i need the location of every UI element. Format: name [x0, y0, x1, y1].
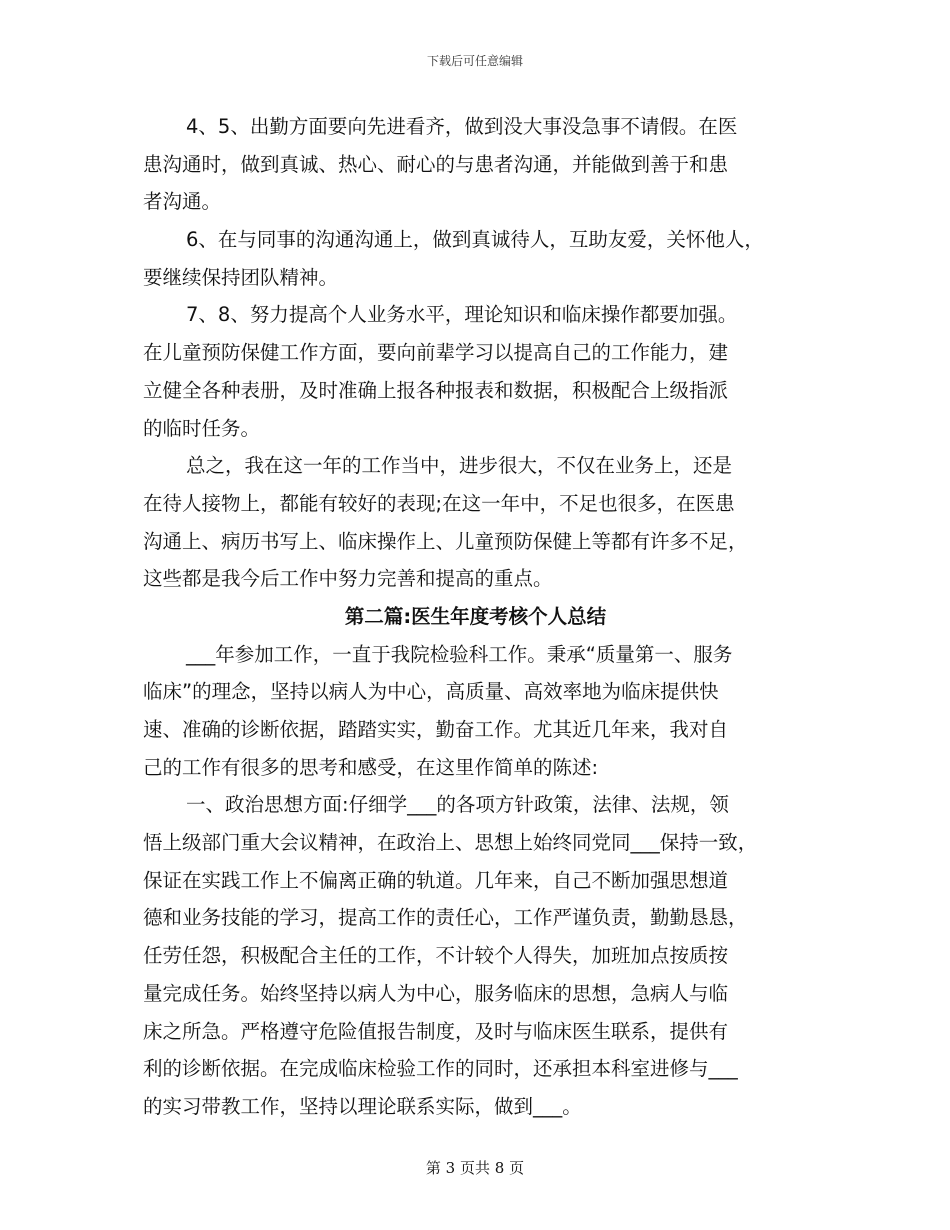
text-line: ___年参加工作，一直于我院检验科工作。秉承“质量第一、服务 — [186, 642, 733, 666]
text-line: 床之所急。严格遵守危险值报告制度，及时与临床医生联系，提供有 — [143, 1019, 729, 1043]
text-line: 己的工作有很多的思考和感受，在这里作简单的陈述: — [143, 755, 599, 779]
text-line: 7、8、努力提高个人业务水平，理论知识和临床操作都要加强。 — [186, 303, 738, 327]
text-line: 悟上级部门重大会议精神，在政治上、思想上始终同党同___保持一致， — [143, 831, 758, 855]
text-line: 德和业务技能的学习，提高工作的责任心，工作严谨负责，勤勤恳恳， — [143, 906, 748, 930]
text-line: 的实习带教工作，坚持以理论联系实际，做到___。 — [143, 1094, 582, 1118]
text-line: 患沟通时，做到真诚、热心、耐心的与患者沟通，并能做到善于和患 — [143, 152, 729, 176]
text-line: 在待人接物上，都能有较好的表现;在这一年中，不足也很多，在医患 — [143, 491, 735, 515]
text-line: 要继续保持团队精神。 — [143, 265, 339, 289]
text-line: 在儿童预防保健工作方面，要向前辈学习以提高自己的工作能力，建 — [143, 341, 729, 365]
text-line: 4、5、出勤方面要向先进看齐，做到没大事没急事不请假。在医 — [186, 115, 738, 138]
text-line: 速、准确的诊断依据，踏踏实实，勤奋工作。尤其近几年来，我对自 — [143, 718, 729, 741]
document-body — [143, 108, 808, 1126]
text-line: 一、政治思想方面:仔细学___的各项方针政策，法律、法规，领 — [186, 793, 729, 817]
text-line: 保证在实践工作上不偏离正确的轨道。几年来，自己不断加强思想道 — [143, 868, 729, 892]
text-line: 利的诊断依据。在完成临床检验工作的同时，还承担本科室进修与___ — [143, 1057, 738, 1081]
text-line: 6、在与同事的沟通沟通上，做到真诚待人，互助友爱，关怀他人， — [186, 228, 764, 252]
text-line: 者沟通。 — [143, 190, 222, 214]
page-header: 下载后可任意编辑 — [426, 54, 523, 68]
text-line: 任劳任怨，积极配合主任的工作，不计较个人得失，加班加点按质按 — [143, 944, 729, 968]
text-line: 沟通上、病历书写上、临床操作上、儿童预防保健上等都有许多不足， — [143, 529, 748, 553]
text-line: 总之，我在这一年的工作当中，进步很大，不仅在业务上，还是 — [186, 454, 733, 478]
text-line: 立健全各种表册，及时准确上报各种报表和数据，积极配合上级指派 — [143, 378, 729, 402]
page-footer: 第 3 页共 8 页 — [425, 1159, 525, 1177]
text-line: 的临时任务。 — [143, 416, 261, 440]
text-line: 临床”的理念，坚持以病人为中心，高质量、高效率地为临床提供快 — [143, 680, 719, 704]
text-line: 这些都是我今后工作中努力完善和提高的重点。 — [143, 567, 553, 591]
text-line: 量完成任务。始终坚持以病人为中心，服务临床的思想，急病人与临 — [143, 981, 729, 1005]
section-heading: 第二篇:医生年度考核个人总结 — [344, 604, 607, 628]
